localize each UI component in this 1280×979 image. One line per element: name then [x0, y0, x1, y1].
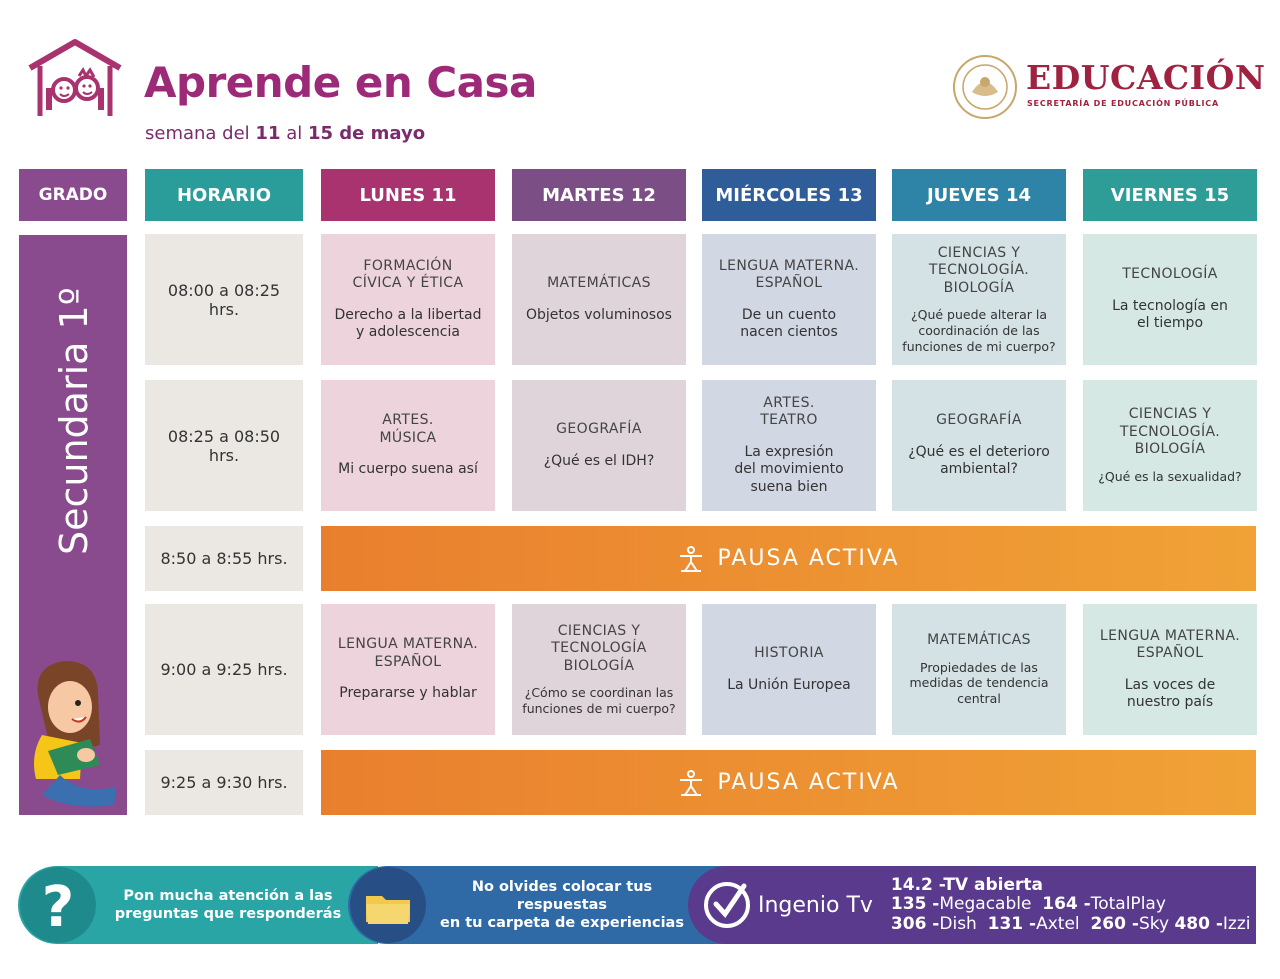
break-label: PAUSA ACTIVA	[717, 546, 900, 571]
class-cell	[892, 234, 1066, 365]
page-title: Aprende en Casa	[144, 58, 537, 107]
class-topic: La Unión Europea	[727, 676, 851, 693]
class-topic: Propiedades de las medidas de tendencia central	[909, 659, 1049, 707]
class-cell	[321, 380, 495, 511]
class-subject: LENGUA MATERNA. ESPAÑOL	[718, 257, 860, 291]
break-time-1: 8:50 a 8:55 hrs.	[145, 526, 303, 591]
class-topic: Derecho a la libertad y adolescencia	[334, 306, 482, 340]
time-slot-2: 08:25 a 08:50 hrs.	[145, 380, 303, 511]
class-cell	[702, 234, 876, 365]
class-subject: MATEMÁTICAS	[547, 275, 651, 291]
class-topic: ¿Qué es el IDH?	[543, 452, 655, 469]
class-cell	[702, 380, 876, 511]
ingenio-check-icon	[702, 880, 752, 930]
header-monday: LUNES 11	[321, 169, 495, 221]
class-subject: GEOGRAFÍA	[556, 421, 642, 437]
class-subject: LENGUA MATERNA. ESPAÑOL	[337, 636, 479, 670]
class-cell	[512, 380, 686, 511]
break-time-2: 9:25 a 9:30 hrs.	[145, 750, 303, 815]
class-subject: CIENCIAS Y TECNOLOGÍA. BIOLOGÍA	[928, 244, 1030, 296]
question-icon	[18, 866, 98, 944]
class-subject: ARTES. MÚSICA	[379, 412, 437, 446]
class-cell	[512, 234, 686, 365]
channel-row: 135 -Megacable 164 -TotalPlay	[890, 894, 1166, 915]
tv-channels	[891, 876, 1251, 935]
class-cell	[1083, 234, 1257, 365]
class-topic: De un cuento nacen cientos	[740, 306, 838, 340]
header-tuesday: MARTES 12	[512, 169, 686, 221]
exercise-icon	[677, 769, 705, 797]
class-subject: FORMACIÓN CÍVICA Y ÉTICA	[352, 257, 464, 291]
tip-1-text: Pon mucha atención a las preguntas que responderás	[114, 887, 342, 922]
class-cell	[321, 604, 495, 735]
class-topic: La expresión del movimiento suena bien	[734, 443, 844, 495]
header-grado: GRADO	[19, 169, 127, 221]
class-cell	[892, 380, 1066, 511]
class-topic: La tecnología en el tiempo	[1112, 297, 1228, 332]
header-thursday: JUEVES 14	[892, 169, 1066, 221]
class-subject: MATEMÁTICAS	[927, 632, 1031, 649]
class-subject: TECNOLOGÍA	[1122, 266, 1218, 283]
class-cell	[892, 604, 1066, 735]
aprende-en-casa-logo-icon	[24, 36, 126, 120]
footer-tip-1	[18, 866, 378, 944]
footer-tv	[688, 866, 1256, 944]
break-banner-1	[321, 526, 1256, 591]
sep-name: EDUCACIÓN	[1026, 58, 1266, 97]
header-wednesday: MIÉRCOLES 13	[702, 169, 876, 221]
class-subject: CIENCIAS Y TECNOLOGÍA. BIOLOGÍA	[1119, 406, 1221, 458]
girl-reading-illustration-icon	[20, 655, 126, 810]
class-topic: ¿Qué es el deterioro ambiental?	[908, 443, 1050, 478]
class-subject: HISTORIA	[754, 645, 824, 661]
class-topic: Las voces de nuestro país	[1124, 676, 1216, 710]
break-banner-2	[321, 750, 1256, 815]
class-subject: CIENCIAS Y TECNOLOGÍA BIOLOGÍA	[551, 622, 647, 674]
class-cell	[1083, 380, 1257, 511]
class-topic: ¿Qué es la sexualidad?	[1098, 468, 1242, 484]
national-seal-icon	[952, 54, 1018, 120]
class-topic: Objetos voluminosos	[526, 306, 672, 323]
class-cell	[321, 234, 495, 365]
ingenio-label: Ingenio Tv	[758, 892, 873, 918]
sep-subtitle: SECRETARÍA DE EDUCACIÓN PÚBLICA	[1027, 99, 1219, 108]
time-slot-1: 08:00 a 08:25 hrs.	[145, 234, 303, 365]
header-horario: HORARIO	[145, 169, 303, 221]
channel-row: 14.2 -TV abierta	[890, 874, 1043, 895]
class-cell	[702, 604, 876, 735]
class-cell	[512, 604, 686, 735]
exercise-icon	[677, 545, 705, 573]
class-subject: ARTES. TEATRO	[760, 394, 818, 429]
grade-label: Secundaria 1º	[52, 287, 96, 555]
class-subject: LENGUA MATERNA. ESPAÑOL	[1099, 627, 1241, 661]
week-range: semana del 11 al 15 de mayo	[145, 123, 426, 144]
folder-icon	[348, 866, 428, 944]
footer-banner	[18, 866, 1256, 944]
class-topic: Mi cuerpo suena así	[338, 461, 478, 478]
class-topic: ¿Qué puede alterar la coordinación de las funciones de mi cuerpo?	[902, 307, 1056, 354]
svg-text:?: ?	[41, 875, 75, 940]
channel-row: 306 -Dish 131 -Axtel 260 -Sky 480 -Izzi	[890, 913, 1251, 934]
tip-2-text: No olvides colocar tus respuestas en tu carpeta de experiencias	[440, 878, 684, 932]
header-friday: VIERNES 15	[1083, 169, 1257, 221]
class-topic: Prepararse y hablar	[339, 685, 477, 702]
class-cell	[1083, 604, 1257, 735]
time-slot-3: 9:00 a 9:25 hrs.	[145, 604, 303, 735]
break-label: PAUSA ACTIVA	[717, 770, 900, 795]
class-subject: GEOGRAFÍA	[936, 412, 1022, 429]
class-topic: ¿Cómo se coordinan las funciones de mi cuerpo?	[522, 685, 676, 716]
